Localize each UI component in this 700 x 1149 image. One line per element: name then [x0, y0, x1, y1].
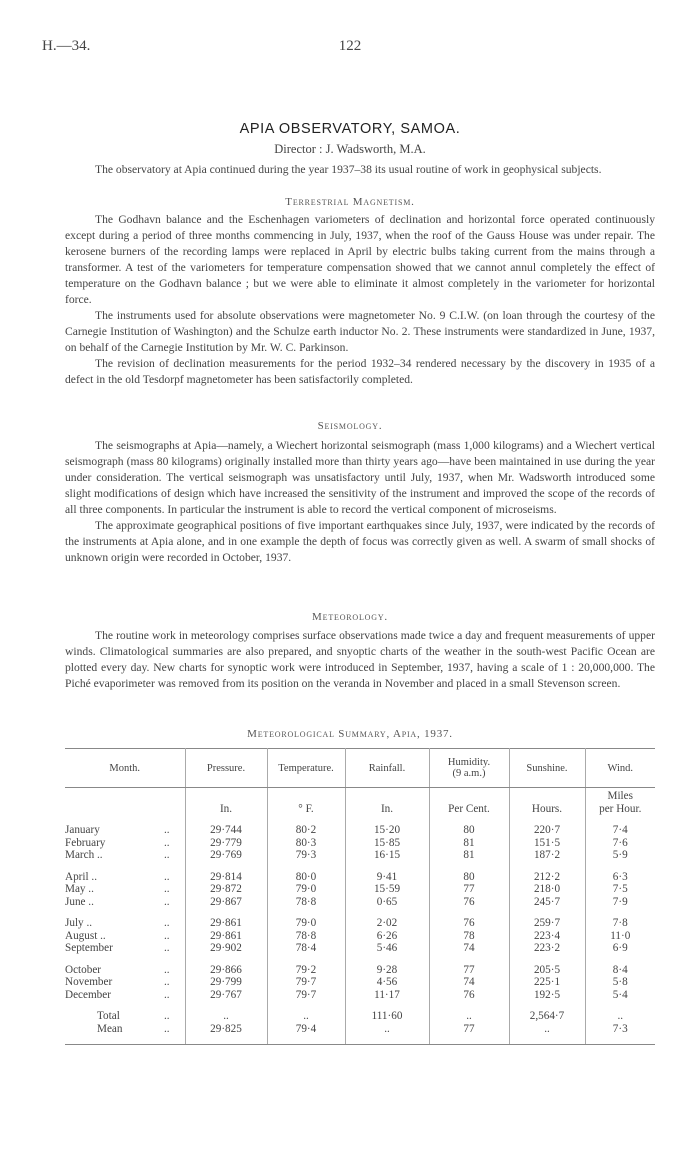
- cell-humidity: 74: [429, 942, 509, 955]
- col-header-month: Month.: [65, 749, 185, 788]
- table-row: [65, 976, 655, 989]
- cell-wind: 7·5: [612, 883, 628, 895]
- cell-rainfall: 15·85: [345, 837, 429, 850]
- seismology-text: [65, 438, 655, 566]
- leader-dots: ..: [149, 837, 185, 850]
- col-header-rainfall: Rainfall.: [345, 749, 429, 788]
- cell-temperature: 80·2: [267, 824, 345, 837]
- cell-humidity: 80: [429, 871, 509, 884]
- cell-temperature: ..: [267, 1010, 345, 1023]
- table-row: [65, 930, 655, 943]
- cell-wind: 5·4: [612, 988, 628, 1001]
- meteorological-summary-table: [65, 748, 655, 1045]
- cell-rainfall: 111·60: [345, 1010, 429, 1023]
- seismology-paragraph-1: The seismographs at Apia—namely, a Wiechert horizontal seismograph (mass 1,000 kilograms) and a Wiechert vertical seismograph (mass 80 kilograms) originally installed more than thirty years ago—have been maintained in use during the year under consideration. The vertical seismograph was unsatisfactory until July, 1937, when Mr. Wadsworth introduced some slight modifications of design which have increased the sensitivity of the instrument and improved the scope of the records of all three components. In particular the instrument is able to record the vertical component of microseisms.: [65, 439, 655, 516]
- table-row: [65, 896, 655, 909]
- leader-dots: ..: [149, 883, 185, 896]
- cell-sunshine: 212·2: [509, 871, 585, 884]
- cell-month: November: [65, 976, 113, 988]
- cell-sunshine: 223·4: [509, 930, 585, 943]
- cell-sunshine: ..: [509, 1023, 585, 1036]
- cell-wind: 5·9: [612, 849, 628, 861]
- leader-dots: ..: [149, 1023, 185, 1036]
- magnetism-paragraph-2: The instruments used for absolute observations were magnetometer No. 9 C.I.W. (on loan through the courtesy of the Carnegie Institution of Washington) and the Schulze earth inductor No. 2. These instruments were standardized in June, 1937, on behalf of the Carnegie Institution by Mr. W. C. Parkinson.: [65, 309, 655, 354]
- cell-pressure: 29·814: [185, 871, 267, 884]
- table-row: [65, 917, 655, 930]
- cell-rainfall: ..: [345, 1023, 429, 1036]
- cell-wind: 7·9: [612, 895, 628, 908]
- cell-rainfall: 5·46: [345, 942, 429, 955]
- heading-meteorology: Meteorology.: [312, 611, 388, 623]
- leader-dots: ..: [149, 849, 185, 862]
- col-header-sunshine: Sunshine.: [509, 749, 585, 788]
- cell-month: September: [65, 942, 113, 954]
- col-header-pressure: Pressure.: [185, 749, 267, 788]
- page-number: 122: [338, 38, 362, 54]
- cell-month: March ..: [65, 849, 103, 861]
- cell-rainfall: 9·41: [345, 871, 429, 884]
- cell-rainfall: 16·15: [345, 849, 429, 862]
- heading-terrestrial-magnetism: Terrestrial Magnetism.: [285, 196, 415, 208]
- leader-dots: ..: [149, 930, 185, 943]
- director-line: Director : J. Wadsworth, M.A.: [274, 142, 426, 156]
- seismology-paragraph-2: The approximate geographical positions of five important earthquakes since July, 1937, were indicated by the records of the instruments at Apia alone, and in one example the depth of focus was correctly given as well. A swarm of small shocks of unknown origin were recorded in October, 1937.: [65, 519, 655, 564]
- cell-month: May ..: [65, 883, 94, 895]
- cell-pressure: 29·767: [185, 989, 267, 1002]
- page-title: APIA OBSERVATORY, SAMOA.: [239, 121, 461, 137]
- cell-wind: 5·8: [612, 976, 628, 988]
- cell-pressure: 29·799: [185, 976, 267, 989]
- cell-humidity: 81: [429, 837, 509, 850]
- cell-month: Total: [97, 1010, 120, 1022]
- cell-humidity: 76: [429, 989, 509, 1002]
- cell-rainfall: 15·59: [345, 883, 429, 896]
- units-row: In. ° F. In. Per Cent. Hours. Miles per Hour.: [65, 788, 655, 816]
- table-row: [65, 883, 655, 896]
- cell-month: October: [65, 963, 102, 976]
- cell-rainfall: 9·28: [345, 964, 429, 977]
- cell-humidity: 77: [429, 1023, 509, 1036]
- cell-pressure: 29·867: [185, 896, 267, 909]
- cell-wind: 7·6: [612, 836, 628, 849]
- cell-sunshine: 2,564·7: [509, 1010, 585, 1023]
- cell-wind: 6·9: [612, 942, 628, 954]
- leader-dots: ..: [149, 871, 185, 884]
- table-row: [65, 989, 655, 1002]
- cell-sunshine: 223·2: [509, 942, 585, 955]
- leader-dots: ..: [149, 917, 185, 930]
- meteorology-text: [65, 628, 655, 692]
- cell-pressure: 29·825: [185, 1023, 267, 1036]
- table-row: [65, 837, 655, 850]
- leader-dots: ..: [149, 896, 185, 909]
- cell-temperature: 79·0: [267, 917, 345, 930]
- cell-month: August ..: [65, 929, 106, 942]
- cell-temperature: 79·4: [267, 1023, 345, 1036]
- cell-temperature: 78·8: [267, 896, 345, 909]
- magnetism-paragraph-1: The Godhavn balance and the Eschenhagen variometers of declination and horizontal force operated continuously except during a period of three months commencing in July, 1937, when the roof of the Gauss House was under repair. The kerosene burners of the recording lamps were replaced in April by electric bulbs taking current from the mains through a transformer. A test of the variometers for temperature compensation showed that we cannot annul completely the effect of temperature on the Godhavn balance ; but we were able to eliminate it almost completely in the variometer for horizontal force.: [65, 213, 655, 306]
- cell-temperature: 79·3: [267, 849, 345, 862]
- cell-wind: 7·8: [612, 917, 628, 929]
- cell-month: January: [65, 824, 100, 836]
- cell-pressure: 29·861: [185, 930, 267, 943]
- cell-rainfall: 2·02: [345, 917, 429, 930]
- cell-pressure: 29·779: [185, 837, 267, 850]
- table-row: [65, 1010, 655, 1023]
- heading-seismology: Seismology.: [317, 420, 383, 432]
- table-row: [65, 871, 655, 884]
- cell-wind: 6·3: [612, 870, 628, 883]
- leader-dots: ..: [149, 1010, 185, 1023]
- cell-rainfall: 6·26: [345, 930, 429, 943]
- cell-temperature: 80·3: [267, 837, 345, 850]
- cell-rainfall: 15·20: [345, 824, 429, 837]
- col-header-wind: Wind.: [585, 749, 655, 788]
- leader-dots: ..: [149, 964, 185, 977]
- cell-rainfall: 0·65: [345, 896, 429, 909]
- cell-sunshine: 151·5: [509, 837, 585, 850]
- magnetism-paragraph-3: The revision of declination measurements for the period 1932–34 rendered necessary by the discovery in 1935 of a defect in the old Tesdorpf magnetometer has been satisfactorily completed.: [65, 357, 655, 386]
- cell-sunshine: 225·1: [509, 976, 585, 989]
- cell-sunshine: 218·0: [509, 883, 585, 896]
- cell-sunshine: 259·7: [509, 917, 585, 930]
- table-caption: Meteorological Summary, Apia, 1937.: [247, 728, 453, 740]
- cell-month: June ..: [65, 895, 94, 908]
- cell-pressure: 29·872: [185, 883, 267, 896]
- cell-sunshine: 245·7: [509, 896, 585, 909]
- cell-sunshine: 205·5: [509, 964, 585, 977]
- cell-month: Mean: [97, 1022, 123, 1035]
- cell-humidity: 81: [429, 849, 509, 862]
- cell-pressure: ..: [185, 1010, 267, 1023]
- table-row: [65, 1023, 655, 1036]
- cell-pressure: 29·902: [185, 942, 267, 955]
- table-row: [65, 849, 655, 862]
- cell-month: July ..: [65, 917, 93, 929]
- cell-humidity: 77: [429, 883, 509, 896]
- leader-dots: ..: [149, 989, 185, 1002]
- cell-humidity: 76: [429, 896, 509, 909]
- cell-sunshine: 192·5: [509, 989, 585, 1002]
- cell-sunshine: 187·2: [509, 849, 585, 862]
- leader-dots: ..: [149, 824, 185, 837]
- cell-month: April ..: [65, 870, 98, 883]
- cell-pressure: 29·769: [185, 849, 267, 862]
- cell-humidity: 78: [429, 930, 509, 943]
- cell-humidity: 74: [429, 976, 509, 989]
- cell-pressure: 29·861: [185, 917, 267, 930]
- cell-temperature: 79·0: [267, 883, 345, 896]
- cell-wind: 8·4: [612, 963, 628, 976]
- cell-sunshine: 220·7: [509, 824, 585, 837]
- cell-temperature: 80·0: [267, 871, 345, 884]
- cell-temperature: 78·8: [267, 930, 345, 943]
- intro-paragraph: The observatory at Apia continued during the year 1937–38 its usual routine of work in geophysical subjects.: [95, 163, 602, 176]
- cell-month: February: [65, 836, 106, 849]
- cell-humidity: 80: [429, 824, 509, 837]
- cell-month: December: [65, 988, 111, 1001]
- col-header-temperature: Temperature.: [267, 749, 345, 788]
- table-row: [65, 942, 655, 955]
- cell-pressure: 29·744: [185, 824, 267, 837]
- meteorology-paragraph-1: The routine work in meteorology comprises surface observations made twice a day and frequent measurements of upper winds. Climatological summaries are also prepared, and snyoptic charts of the weather in the south-west Pacific Ocean are plotted every day. New charts for synoptic work were introduced in September, 1937, having a scale of 1 : 20,000,000. The Piché evaporimeter was removed from its position on the veranda in November and placed in a small Stevenson screen.: [65, 629, 655, 690]
- magnetism-text: [65, 212, 655, 388]
- cell-temperature: 78·4: [267, 942, 345, 955]
- cell-humidity: 77: [429, 964, 509, 977]
- leader-dots: ..: [149, 942, 185, 955]
- table-row: [65, 964, 655, 977]
- cell-wind: 11·0: [610, 929, 631, 942]
- cell-wind: 7·3: [612, 1022, 628, 1035]
- table-row: [65, 824, 655, 837]
- cell-temperature: 79·2: [267, 964, 345, 977]
- leader-dots: ..: [149, 976, 185, 989]
- cell-temperature: 79·7: [267, 976, 345, 989]
- col-header-humidity: Humidity. (9 a.m.): [429, 749, 509, 788]
- cell-rainfall: 4·56: [345, 976, 429, 989]
- cell-wind: 7·4: [612, 824, 628, 836]
- cell-rainfall: 11·17: [345, 989, 429, 1002]
- cell-humidity: ..: [429, 1010, 509, 1023]
- cell-humidity: 76: [429, 917, 509, 930]
- cell-temperature: 79·7: [267, 989, 345, 1002]
- cell-wind: ..: [617, 1010, 624, 1022]
- report-code: H.—34.: [42, 38, 91, 54]
- cell-pressure: 29·866: [185, 964, 267, 977]
